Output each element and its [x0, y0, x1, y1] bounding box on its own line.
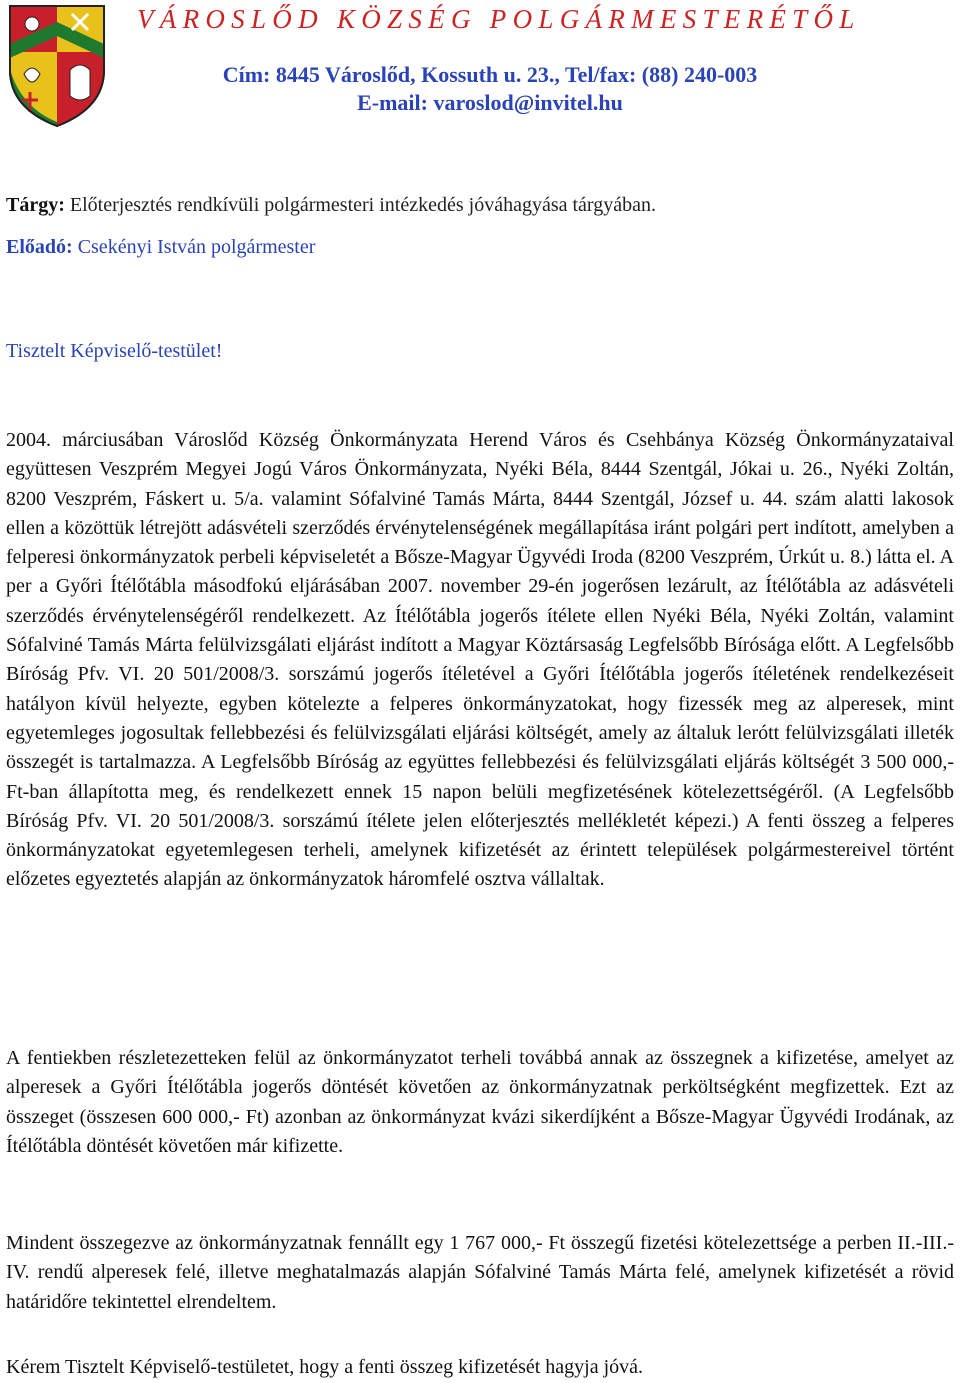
body-paragraph: 2004. márciusában Városlőd Község Önkormányzata Herend Város és Csehbánya Község Önkormányzataival együttesen Veszprém Megyei Jogú Város Önkormányzata, Nyéki Béla, 8444 Szentgál, Jókai u. 26., Nyéki Zoltán, 8200 Veszprém, Fáskert u. 5/a. valamint Sófalviné Tamás Márta, 8444 Szentgál, József u. 44. szám alatti lakosok ellen a közöttük létrejött adásvételi szerződés érvénytelenségének megállapítása iránt polgári pert indított, amelyben a felperesi önkormányzatok perbeli képviseletét a Bősze-Magyar Ügyvédi Iroda (8200 Veszprém, Úrkút u. 8.) látta el. A per a Győri Ítélőtábla másodfokú eljárásában 2007. november 29-én jogerősen lezárult, az Ítélőtábla az adásvételi szerződés érvénytelenségéről rendelkezett. Az Ítélőtábla jogerős ítélete ellen Nyéki Béla, Nyéki Zoltán, valamint Sófalviné Tamás Márta felülvizsgálati eljárást indított a Magyar Köztársaság Legfelsőbb Bírósága előtt. A Legfelsőbb Bíróság Pfv. VI. 20 501/2008/3. sorszámú jogerős ítéletével a Győri Ítélőtábla jogerős ítéletének rendelkezéseit hatályon kívül helyezte, egyben kötelezte a felperes önkormányzatokat, hogy fizessék meg az alperesek, mint egyetemleges jogosultak fellebbezési és felülvizsgálati eljárási költségét, amely az általuk lerótt felülvizsgálati illeték összegét is tartalmazza. A Legfelsőbb Bíróság az együttes fellebbezési és felülvizsgálati eljárás költségét 3 500 000,- Ft-ban állapította meg, és rendelkezett ennek 15 napon belüli megfizetésének kötelezettségéről. (A Legfelsőbb Bíróság Pfv. VI. 20 501/2008/3. sorszámú ítélete jelen előterjesztés mellékletét képezi.) A fenti összeg a felperes önkormányzatokat egyetemlegesen terheli, amelynek kifizetését az érintett települések polgármestereivel történt előzetes egyeztetés alapján az önkormányzatok háromfelé osztva vállaltak. [6, 429, 954, 891]
presenter-text: Csekényi István polgármester [77, 236, 316, 258]
issuer-email: E-mail: varoslod@invitel.hu [357, 90, 623, 115]
subject-label: Tárgy: [6, 194, 65, 216]
presenter-label: Előadó: [6, 236, 73, 258]
closing-request: Kérem Tisztelt Képviselő-testületet, hogy a fenti összeg kifizetését hagyja jóvá. [6, 1356, 644, 1378]
subject-text: Előterjesztés rendkívüli polgármesteri intézkedés jóváhagyása tárgyában. [69, 194, 656, 216]
issuer-title: VÁROSLŐD KÖZSÉG POLGÁRMESTERÉTŐL [137, 4, 861, 34]
presenter-line [6, 236, 315, 259]
body-paragraph: A fentiekben részletezetteken felül az önkormányzatot terheli továbbá annak az összegnek a kifizetése, amelyet az alperesek a Győri Ítélőtábla jogerős döntését követően az önkormányzatnak perköltségként megfizettek. Ezt az összeget (összesen 600 000,- Ft) azonban az önkormányzat kvázi sikerdíjként a Bősze-Magyar Ügyvédi Irodának, az Ítélőtábla döntését követően már kifizette. [6, 1047, 954, 1157]
salutation: Tisztelt Képviselő-testület! [6, 340, 223, 362]
subject-line [6, 194, 656, 217]
issuer-address: Cím: 8445 Városlőd, Kossuth u. 23., Tel/fax: (88) 240-003 [222, 62, 758, 87]
body-paragraph: Mindent összegezve az önkormányzatnak fennállt egy 1 767 000,- Ft összegű fizetési kötelezettsége a perben II.-III.-IV. rendű alperesek felé, illetve meghatalmazás alapján Sófalviné Tamás Márta felé, amelynek kifizetését a rövid határidőre tekintettel elrendeltem. [6, 1232, 954, 1313]
